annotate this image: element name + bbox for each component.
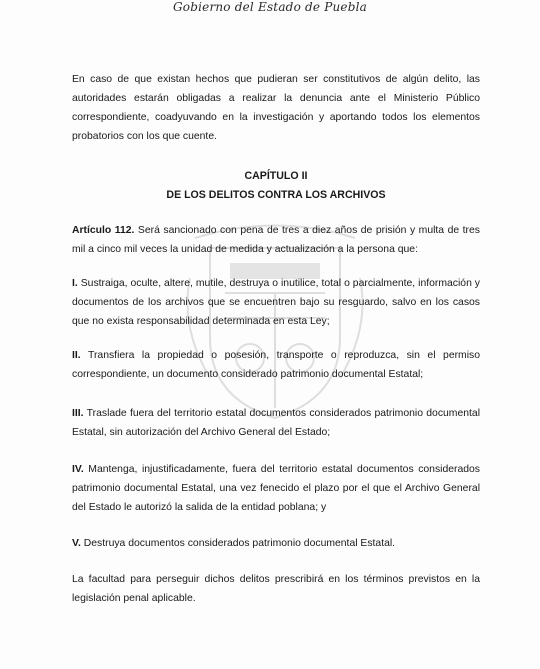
item-numeral: III. [72,408,84,419]
article-112 [72,221,480,259]
list-item [72,346,480,384]
item-numeral: IV. [72,464,84,475]
item-text: Transfiera la propiedad o posesión, transporte o reproduzca, sin el permiso correspondiente, un documento considerado patrimonio documental Estatal; [72,350,480,380]
item-numeral: V. [72,538,81,549]
item-text: Mantenga, injustificadamente, fuera del territorio estatal documentos considerados patrimonio documental Estatal, una vez fenecido el plazo por el que el Archivo General del Estado le autorizó la salida de la entidad poblana; y [72,464,480,513]
closing-paragraph: La facultad para perseguir dichos delitos prescribirá en los términos previstos en la legislación penal aplicable. [72,574,480,604]
list-item [72,274,480,331]
chapter-title: DE LOS DELITOS CONTRA LOS ARCHIVOS [166,189,386,201]
page-header [0,0,540,18]
chapter-number: CAPÍTULO II [244,170,308,182]
list-item [72,460,480,517]
article-label: Artículo 112. [72,225,135,236]
header-title: Gobierno del Estado de Puebla [173,0,367,14]
item-numeral: I. [72,278,78,289]
list-item [72,404,480,442]
item-text: Traslade fuera del territorio estatal documentos considerados patrimonio documental Estatal, sin autorización del Archivo General del Estado; [72,408,480,438]
list-item [72,534,480,553]
item-numeral: II. [72,350,81,361]
intro-paragraph: En caso de que existan hechos que pudieran ser constitutivos de algún delito, las autoridades estarán obligadas a realizar la denuncia ante el Ministerio Público correspondiente, coadyuvando en la investigación y aportando todos los elementos probatorios con los que cuente. [72,74,480,142]
item-text: Destruya documentos considerados patrimonio documental Estatal. [80,538,396,549]
item-text: Sustraiga, oculte, altere, mutile, destruya o inutilice, total o parcialmente, información y documentos de los archivos que se encuentren bajo su resguardo, salvo en los casos que no exista responsabilidad determinada en esta Ley; [72,278,480,327]
article-text: Será sancionado con pena de tres a diez años de prisión y multa de tres mil a cinco mil veces la unidad de medida y actualización a la persona que: [72,225,480,255]
